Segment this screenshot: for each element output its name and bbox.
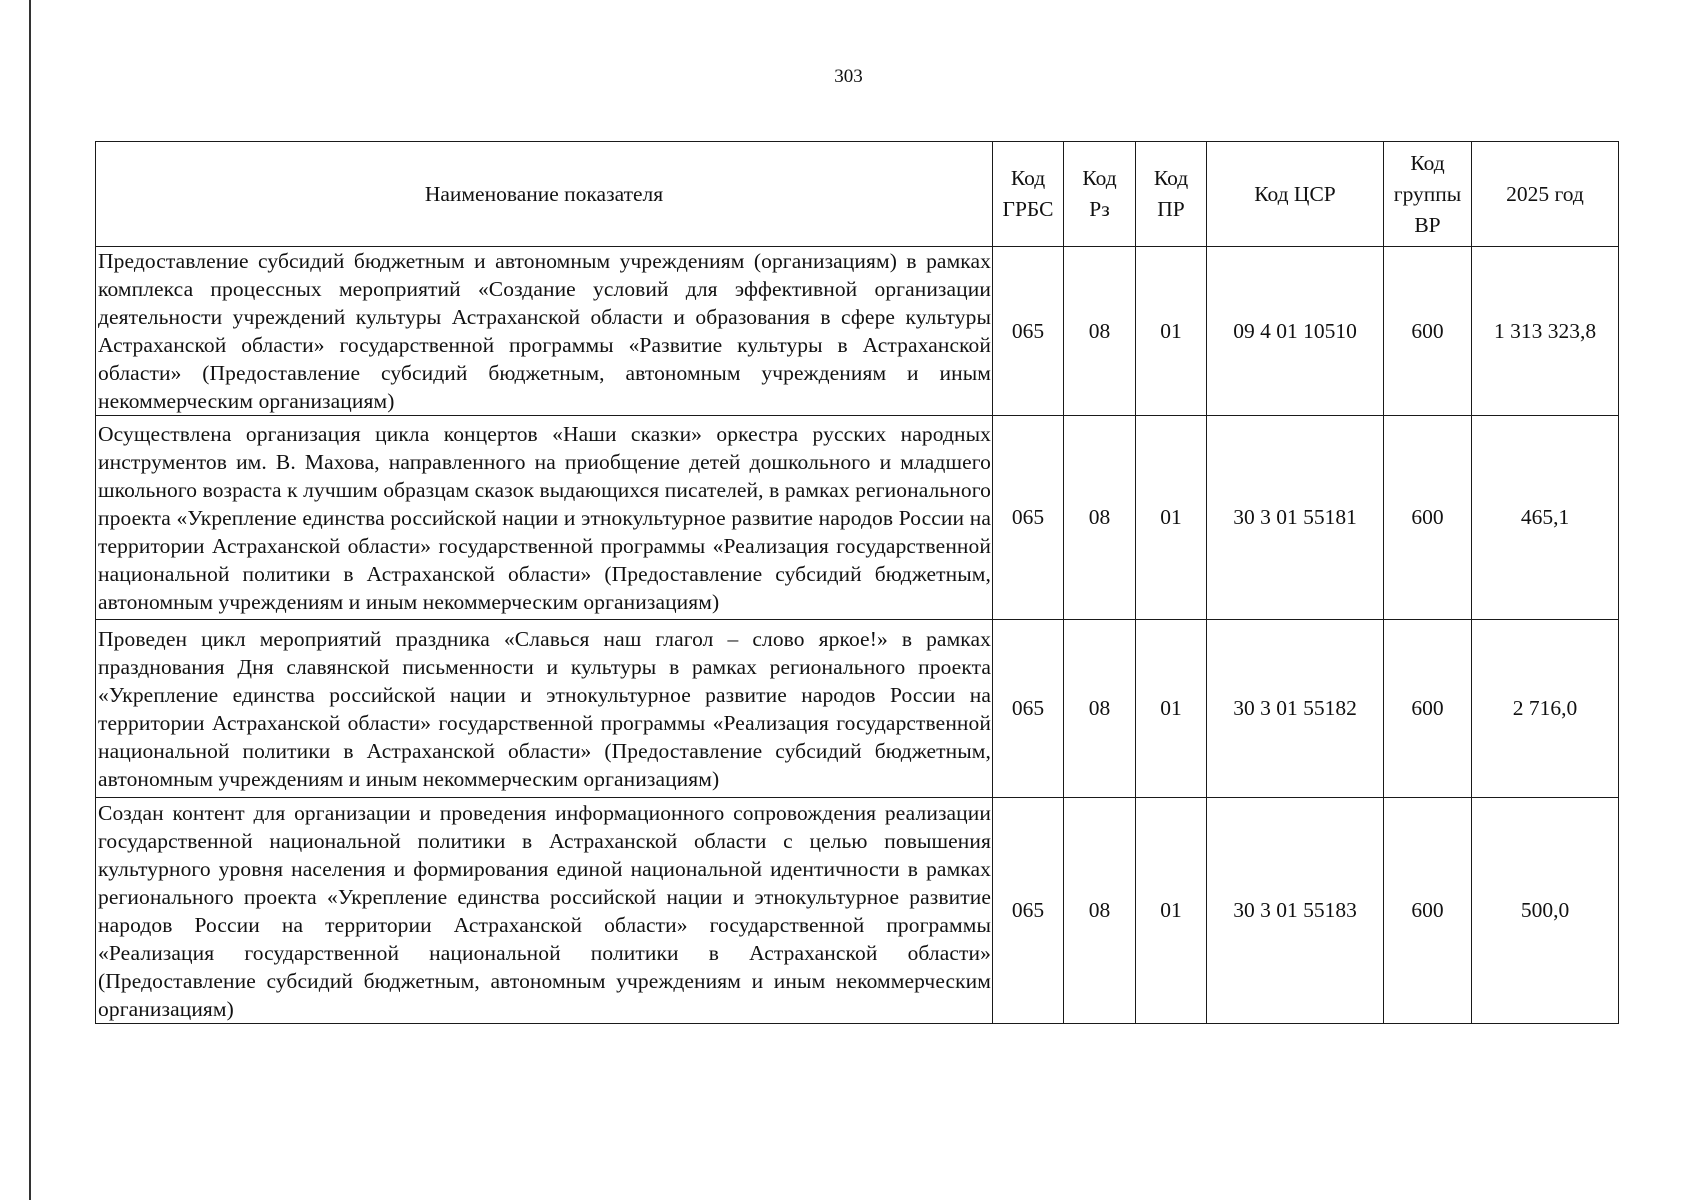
header-pr-line2: ПР xyxy=(1157,197,1185,221)
row-rz: 08 xyxy=(1064,620,1136,798)
row-amount: 500,0 xyxy=(1472,798,1619,1024)
row-vr: 600 xyxy=(1384,247,1472,416)
row-name: Создан контент для организации и проведения информационного сопровождения реализации государственной национальной политики в Астраханской области с целью повышения культурного уровня населения и формирования единой национальной идентичности в рамках регионального проекта «Укрепление единства российской нации и этнокультурное развитие народов России на территории Астраханской области» государственной программы «Реализация государственной национальной политики в Астраханской области» (Предоставление субсидий бюджетным, автономным учреждениям и иным некоммерческим организациям) xyxy=(96,798,993,1024)
row-grbs: 065 xyxy=(993,416,1064,620)
table-row xyxy=(96,247,1619,416)
header-vr xyxy=(1384,142,1472,247)
row-vr: 600 xyxy=(1384,798,1472,1024)
row-rz: 08 xyxy=(1064,247,1136,416)
row-vr: 600 xyxy=(1384,620,1472,798)
row-amount: 1 313 323,8 xyxy=(1472,247,1619,416)
row-pr: 01 xyxy=(1136,798,1207,1024)
row-pr: 01 xyxy=(1136,416,1207,620)
page-number: 303 xyxy=(834,66,863,87)
table-header-row xyxy=(96,142,1619,247)
row-csr: 30 3 01 55182 xyxy=(1207,620,1384,798)
row-grbs: 065 xyxy=(993,620,1064,798)
header-rz-line2: Рз xyxy=(1089,197,1110,221)
header-grbs-line1: Код xyxy=(1010,166,1046,190)
table-row xyxy=(96,798,1619,1024)
row-name: Предоставление субсидий бюджетным и автономным учреждениям (организациям) в рамках комплекса процессных мероприятий «Создание условий для эффективной организации деятельности учреждений культуры Астраханской области и образования в сфере культуры Астраханской области» государственной программы «Развитие культуры в Астраханской области» (Предоставление субсидий бюджетным, автономным учреждениям и иным некоммерческим организациям) xyxy=(96,247,993,416)
row-amount: 465,1 xyxy=(1472,416,1619,620)
budget-table xyxy=(95,141,1619,1024)
row-grbs: 065 xyxy=(993,798,1064,1024)
scan-left-edge xyxy=(29,0,31,1200)
row-rz: 08 xyxy=(1064,798,1136,1024)
row-amount: 2 716,0 xyxy=(1472,620,1619,798)
header-pr-line1: Код xyxy=(1153,166,1189,190)
header-name: Наименование показателя xyxy=(96,142,993,247)
header-grbs-line2: ГРБС xyxy=(1002,197,1054,221)
header-vr-line2: группы xyxy=(1393,181,1462,206)
row-name: Осуществлена организация цикла концертов «Наши сказки» оркестра русских народных инструментов им. В. Махова, направленного на приобщение детей дошкольного и младшего школьного возраста к лучшим образцам сказок выдающихся писателей, в рамках регионального проекта «Укрепление единства российской нации и этнокультурное развитие народов России на территории Астраханской области» государственной программы «Реализация государственной национальной политики в Астраханской области» (Предоставление субсидий бюджетным, автономным учреждениям и иным некоммерческим организациям) xyxy=(96,416,993,620)
header-pr xyxy=(1136,142,1207,247)
table-row xyxy=(96,620,1619,798)
header-csr: Код ЦСР xyxy=(1207,142,1384,247)
row-vr: 600 xyxy=(1384,416,1472,620)
row-pr: 01 xyxy=(1136,620,1207,798)
header-year: 2025 год xyxy=(1472,142,1619,247)
row-csr: 30 3 01 55181 xyxy=(1207,416,1384,620)
header-vr-line3: ВР xyxy=(1414,212,1441,237)
row-grbs: 065 xyxy=(993,247,1064,416)
row-name: Проведен цикл мероприятий праздника «Славься наш глагол – слово яркое!» в рамках празднования Дня славянской письменности и культуры в рамках регионального проекта «Укрепление единства российской нации и этнокультурное развитие народов России на территории Астраханской области» государственной программы «Реализация государственной национальной политики в Астраханской области» (Предоставление субсидий бюджетным, автономным учреждениям и иным некоммерческим организациям) xyxy=(96,620,993,798)
row-rz: 08 xyxy=(1064,416,1136,620)
row-csr: 09 4 01 10510 xyxy=(1207,247,1384,416)
row-pr: 01 xyxy=(1136,247,1207,416)
header-grbs xyxy=(993,142,1064,247)
header-rz-line1: Код xyxy=(1082,166,1117,190)
header-rz xyxy=(1064,142,1136,247)
row-csr: 30 3 01 55183 xyxy=(1207,798,1384,1024)
header-vr-line1: Код xyxy=(1410,150,1445,175)
table-row xyxy=(96,416,1619,620)
